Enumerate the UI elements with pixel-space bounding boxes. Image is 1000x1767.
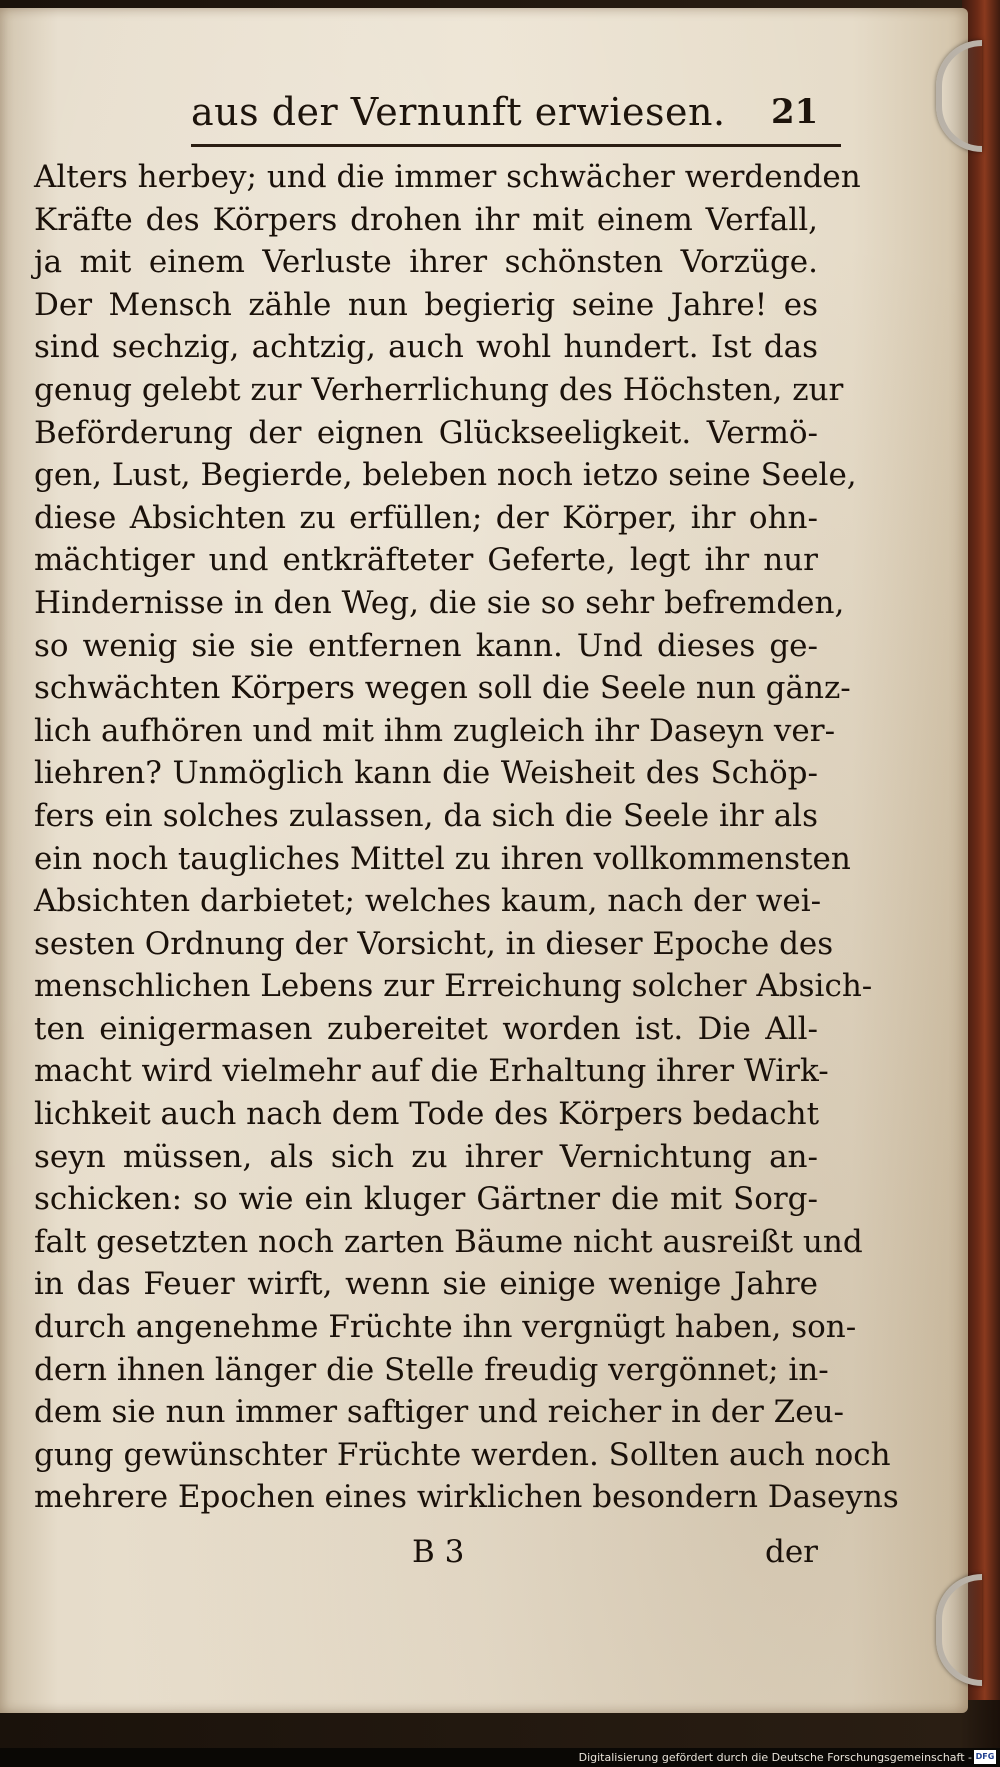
text-line: Der Mensch zähle nun begierig seine Jahre! es xyxy=(34,286,818,323)
catchword: der xyxy=(764,1534,818,1570)
text-line: seyn müssen, als sich zu ihrer Vernichtung an- xyxy=(34,1138,818,1175)
text-line: Kräfte des Körpers drohen ihr mit einem Verfall, xyxy=(34,201,818,238)
text-line: fers ein solches zulassen, da sich die Seele ihr als xyxy=(34,797,818,834)
text-line: ja mit einem Verluste ihrer schönsten Vorzüge. xyxy=(34,244,818,281)
text-line: lich aufhören und mit ihm zugleich ihr Daseyn ver- xyxy=(34,712,836,749)
text-line: mächtiger und entkräfteter Geferte, legt ihr nur xyxy=(34,542,818,579)
text-line: liehren? Unmöglich kann die Weisheit des Schöp- xyxy=(34,755,818,792)
dfg-logo: DFG xyxy=(974,1750,996,1764)
page-number: 21 xyxy=(771,92,819,132)
page-header xyxy=(36,86,819,146)
text-line: Absichten darbietet; welches kaum, nach der wei- xyxy=(34,883,822,920)
text-line: schwächten Körpers wegen soll die Seele nun gänz- xyxy=(34,670,851,707)
text-line: diese Absichten zu erfüllen; der Körper, ihr ohn- xyxy=(34,499,818,536)
header-rule xyxy=(191,144,841,147)
credit-text: Digitalisierung gefördert durch die Deutsche Forschungsgemeinschaft - xyxy=(578,1751,972,1764)
text-line: ein noch taugliches Mittel zu ihren vollkommensten xyxy=(34,840,851,877)
text-line: Alters herbey; und die immer schwächer werdenden xyxy=(34,159,861,195)
text-line: schicken: so wie ein kluger Gärtner die mit Sorg- xyxy=(34,1181,818,1218)
text-line: so wenig sie sie entfernen kann. Und dieses ge- xyxy=(34,627,818,664)
body-text xyxy=(34,156,899,1519)
text-line: Hindernisse in den Weg, die sie so sehr befremden, xyxy=(34,584,845,621)
running-title: aus der Vernunft erwiesen. xyxy=(191,90,726,134)
text-line: ten einigermasen zubereitet worden ist. Die All- xyxy=(34,1010,818,1047)
text-line: dern ihnen länger die Stelle freudig vergönnet; in- xyxy=(34,1351,829,1388)
text-line: falt gesetzten noch zarten Bäume nicht ausreißt und xyxy=(34,1223,863,1260)
signature-mark: B 3 xyxy=(412,1534,465,1570)
text-line: Beförderung der eignen Glückseeligkeit. Vermö- xyxy=(34,414,818,451)
text-line: dem sie nun immer saftiger und reicher in der Zeu- xyxy=(34,1394,845,1431)
text-line: sesten Ordnung der Vorsicht, in dieser Epoche des xyxy=(34,925,834,962)
text-line: durch angenehme Früchte ihn vergnügt haben, son- xyxy=(34,1309,857,1346)
text-line: sind sechzig, achtzig, auch wohl hundert. Ist das xyxy=(34,329,818,366)
text-line: gen, Lust, Begierde, beleben noch ietzo seine Seele, xyxy=(34,457,857,494)
text-line: macht wird vielmehr auf die Erhaltung ihrer Wirk- xyxy=(34,1053,829,1090)
text-line: genug gelebt zur Verherrlichung des Höchsten, zur xyxy=(34,371,844,408)
book-page xyxy=(0,8,968,1713)
text-line: lichkeit auch nach dem Tode des Körpers bedacht xyxy=(34,1096,820,1133)
text-line: menschlichen Lebens zur Erreichung solcher Absich- xyxy=(34,968,873,1005)
text-line: in das Feuer wirft, wenn sie einige wenige Jahre xyxy=(34,1266,818,1303)
text-line: mehrere Epochen eines wirklichen besondern Daseyns xyxy=(34,1479,899,1516)
page-footer xyxy=(34,1534,818,1580)
text-line: gung gewünschter Früchte werden. Sollten auch noch xyxy=(34,1436,891,1473)
